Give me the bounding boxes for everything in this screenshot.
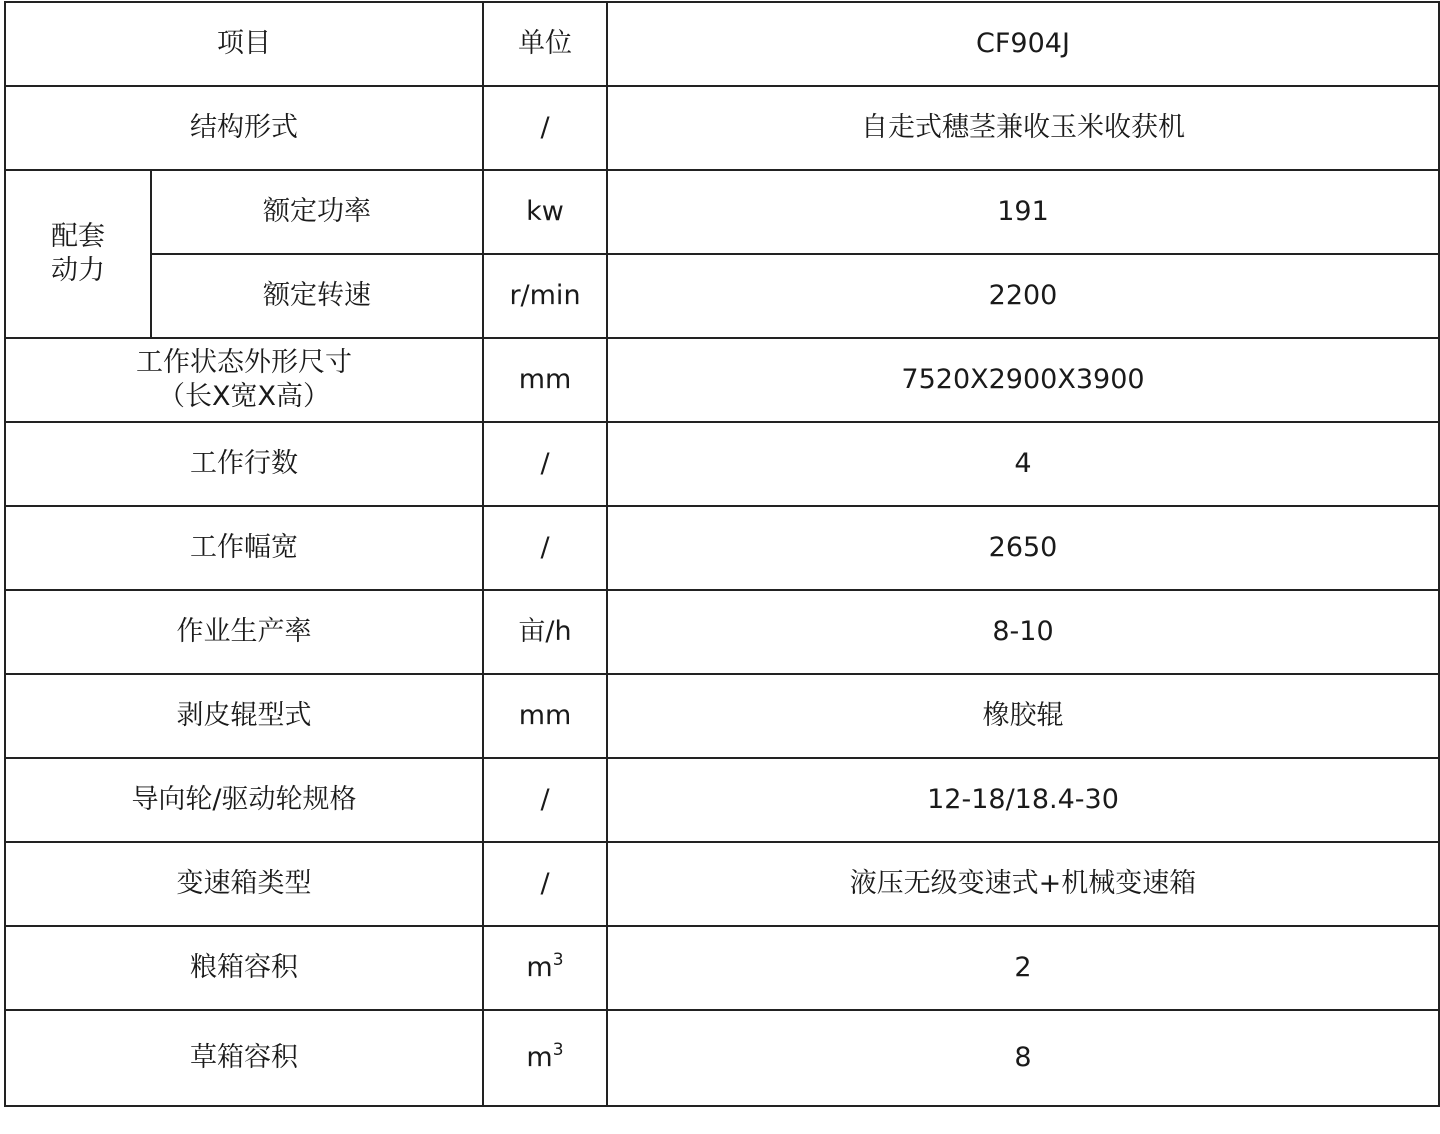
spec-table-container <box>4 1 1440 1107</box>
unit-exponent: 3 <box>552 950 564 970</box>
table-row <box>5 422 1439 506</box>
row-value: 4 <box>607 422 1439 506</box>
row-value: 7520X2900X3900 <box>607 338 1439 422</box>
row-unit: r/min <box>483 254 607 338</box>
row-unit: kw <box>483 170 607 254</box>
table-row <box>5 170 1439 254</box>
row-item: 结构形式 <box>5 86 483 170</box>
row-item: 工作幅宽 <box>5 506 483 590</box>
header-unit: 单位 <box>483 2 607 86</box>
table-header-row <box>5 2 1439 86</box>
table-row <box>5 590 1439 674</box>
row-unit: 亩/h <box>483 590 607 674</box>
row-value: 2650 <box>607 506 1439 590</box>
row-unit: / <box>483 506 607 590</box>
table-row <box>5 842 1439 926</box>
row-value: 橡胶辊 <box>607 674 1439 758</box>
row-unit: mm <box>483 674 607 758</box>
unit-base: m <box>526 1042 553 1073</box>
row-item: 变速箱类型 <box>5 842 483 926</box>
header-item: 项目 <box>5 2 483 86</box>
row-value: 191 <box>607 170 1439 254</box>
row-item: 剥皮辊型式 <box>5 674 483 758</box>
row-value: 8-10 <box>607 590 1439 674</box>
row-item: 作业生产率 <box>5 590 483 674</box>
row-item: 额定转速 <box>151 254 483 338</box>
table-row <box>5 506 1439 590</box>
row-item-line2: （长X宽X高） <box>158 381 330 412</box>
power-group-label-line2: 动力 <box>51 255 105 286</box>
table-row <box>5 674 1439 758</box>
row-value: 8 <box>607 1010 1439 1106</box>
power-group-label-line1: 配套 <box>51 221 105 252</box>
spec-table <box>4 1 1440 1107</box>
row-item <box>5 338 483 422</box>
row-unit <box>483 1010 607 1106</box>
unit-exponent: 3 <box>552 1040 564 1060</box>
header-model: CF904J <box>607 2 1439 86</box>
row-unit: mm <box>483 338 607 422</box>
row-value: 2200 <box>607 254 1439 338</box>
row-unit <box>483 926 607 1010</box>
table-row <box>5 254 1439 338</box>
table-row <box>5 86 1439 170</box>
row-item: 额定功率 <box>151 170 483 254</box>
row-unit: / <box>483 758 607 842</box>
unit-base: m <box>526 952 553 983</box>
row-value: 自走式穗茎兼收玉米收获机 <box>607 86 1439 170</box>
table-row <box>5 926 1439 1010</box>
power-group-label <box>5 170 151 338</box>
row-item: 粮箱容积 <box>5 926 483 1010</box>
table-row <box>5 338 1439 422</box>
row-item-line1: 工作状态外形尺寸 <box>136 347 352 378</box>
table-row <box>5 758 1439 842</box>
row-value: 2 <box>607 926 1439 1010</box>
table-row <box>5 1010 1439 1106</box>
row-item: 草箱容积 <box>5 1010 483 1106</box>
row-item: 导向轮/驱动轮规格 <box>5 758 483 842</box>
row-item: 工作行数 <box>5 422 483 506</box>
row-value: 液压无级变速式+机械变速箱 <box>607 842 1439 926</box>
row-unit: / <box>483 86 607 170</box>
row-unit: / <box>483 842 607 926</box>
row-value: 12-18/18.4-30 <box>607 758 1439 842</box>
row-unit: / <box>483 422 607 506</box>
